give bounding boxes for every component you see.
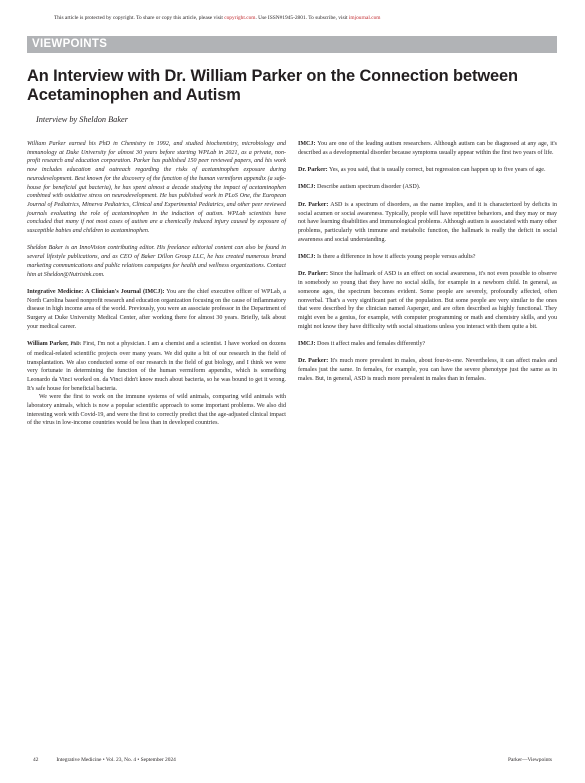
answer-3: [298, 201, 557, 245]
notice-text-middle: . Use ISSN#1945-2801. To subscribe, visit: [255, 15, 349, 21]
interviewer-label: IMCJ:: [298, 184, 316, 191]
footer-left: [33, 757, 176, 763]
interviewee-degree: PhD:: [70, 342, 82, 348]
author-bio-baker: Sheldon Baker is an InnoVision contributing editor. His freelance editorial content can also be found in several lifestyle publications, and as CEO of Baker Dillon Group LLC, he has created numerous brand marketing communications and public relations campaigns for health and wellness organizations. Contact him at Sheldon@Nutrisink.com.: [27, 245, 286, 278]
question-4: [298, 253, 557, 262]
interviewee-label: Dr. Parker:: [298, 201, 329, 208]
byline: Interview by Sheldon Baker: [36, 115, 128, 124]
interviewee-label: William Parker,: [27, 341, 71, 348]
interviewer-label: Integrative Medicine: A Clinician's Journal (IMCJ):: [27, 288, 165, 295]
question-5: [298, 340, 557, 349]
interviewee-label: Dr. Parker:: [298, 167, 328, 174]
answer-5: [298, 357, 557, 383]
question-text: Does it affect males and females differently?: [315, 341, 426, 348]
answer-text: Since the hallmark of ASD is an effect on social awareness, it's not even possible to observe in somebody so young that they have no social skills, for example in a newborn child. In general, as someone ages, the spectrum becomes evident. Some people are severely, profoundly affected, often nonverbal. That's a very significant part of the population. But some people are very similar to the ones that were described by the clinician named Asperger, and are often described as highly functional. They might even be a genius, for example, with computer programming or math and chemistry skills, and you might not know they have difficulty with social situations unless you interact with them quite a bit.: [298, 271, 557, 330]
copyright-link[interactable]: copyright.com: [224, 15, 256, 21]
answer-1: [27, 340, 286, 393]
section-banner: [27, 36, 557, 53]
copyright-notice: [54, 15, 534, 21]
answer-2: [298, 166, 557, 175]
answer-text: It's much more prevalent in males, about four-to-one. Nevertheless, it can affect males and females just the same. In females, for example, you can have the severe phenotype just the same as in males. But, in general, ASD is much more prevalent in males than in females.: [298, 358, 557, 382]
interviewer-label: IMCJ:: [298, 254, 316, 261]
answer-text: ASD is a spectrum of disorders, as the name implies, and it is characterized by deficits in social acumen or social awareness. Typically, people will have repetitive behaviors, and they may or may not have learning disabilities and immunological problems. Although autism is associated with many other problems, particularly with immune and metabolic function, the hallmark is really the deficit in social awareness and social understanding.: [298, 201, 558, 243]
article-title: An Interview with Dr. William Parker on the Connection between Acetaminophen and Autism: [27, 67, 518, 104]
question-3: [298, 183, 557, 192]
question-text: Is there a difference in how it affects young people versus adults?: [315, 254, 476, 261]
answer-text: First, I'm not a physician. I am a chemist and a scientist. I have worked on dozens of medical-related scientific projects over many years. We did quite a bit of our research in the field of transplantation. We also conducted some of our research in the field of gut biology, and I think we were very fortunate in determining the function of the human vermiform appendix, which is something Leonardo da Vinci worked on. da Vinci didn't know much about bacteria, so he was bound to get it wrong. It's safe house for beneficial bacteria.: [27, 341, 286, 392]
answer-1-continued: We were the first to work on the immune systems of wild animals, comparing wild animals with laboratory animals, which is now a popular scientific approach to some important problems. We also did interesting work with Covid-19, and were the first to correctly predict that the age-adjusted clinical impact of the virus in low-income countries would be less than in developed countries.: [27, 394, 286, 427]
section-label: VIEWPOINTS: [32, 38, 108, 50]
right-column: [298, 140, 557, 392]
answer-4: [298, 270, 557, 331]
interviewer-label: IMCJ:: [298, 141, 316, 147]
running-footer: Parker—Viewpoints: [508, 757, 552, 763]
question-text: You are one of the leading autism researchers. Although autism can be diagnosed at any age, it's described as a developmental disorder because symptoms usually appear within the first two years of life.: [298, 141, 557, 156]
notice-text: This article is protected by copyright. To share or copy this article, please visit: [54, 15, 225, 21]
author-bio-parker: William Parker earned his PhD in Chemistry in 1992, and studied biochemistry, microbiology and immunology at Duke University for almost 30 years before starting WPLab in 2021, as a private, non-profit research and education corporation. Parker has published 150 peer reviewed papers, and his work now includes education and outreach regarding the risks of acetaminophen exposure during neurodevelopment. Best known for the discovery of the function of the human vermiform appendix (a safe-house for beneficial gut bacteria), he has spent almost a decade studying the impact of acetaminophen combined with oxidative stress on neurodevelopment. He has published work in PLoS One, the European Journal of Pediatrics, Minerva Pediatrics, Clinical and Experimental Pediatrics, and other peer reviewed journals evaluating the role of acetaminophen in the induction of autism. WPLab scientists have concluded that many if not most cases of autism are a chemically induced injury caused by exposure of susceptible babies and children to acetaminophen.: [27, 141, 286, 235]
question-2: [298, 140, 557, 157]
answer-text: Yes, as you said, that is usually correct, but regression can happen up to five years of age.: [327, 167, 546, 174]
page-number: 42: [33, 757, 39, 763]
interviewer-label: IMCJ:: [298, 341, 316, 348]
subscribe-link[interactable]: imjournal.com: [348, 15, 381, 21]
interviewee-label: Dr. Parker:: [298, 271, 328, 278]
question-text: Describe autism spectrum disorder (ASD).: [315, 184, 421, 191]
question-1: [27, 288, 286, 332]
interviewee-label: Dr. Parker:: [298, 358, 329, 365]
question-text: You are the chief executive officer of WPLab, a North Carolina based nonprofit research and education organization focusing on the cause of inflammatory disease in high income area of the world. Previously, you were an associate professor in the Department of Surgery at Duke University Medical Center, after working there for almost 30 years. Briefly, talk about your medical career.: [27, 288, 286, 330]
left-column: [27, 140, 286, 428]
journal-info: Integrative Medicine • Vol. 23, No. 4 • September 2024: [56, 757, 176, 763]
